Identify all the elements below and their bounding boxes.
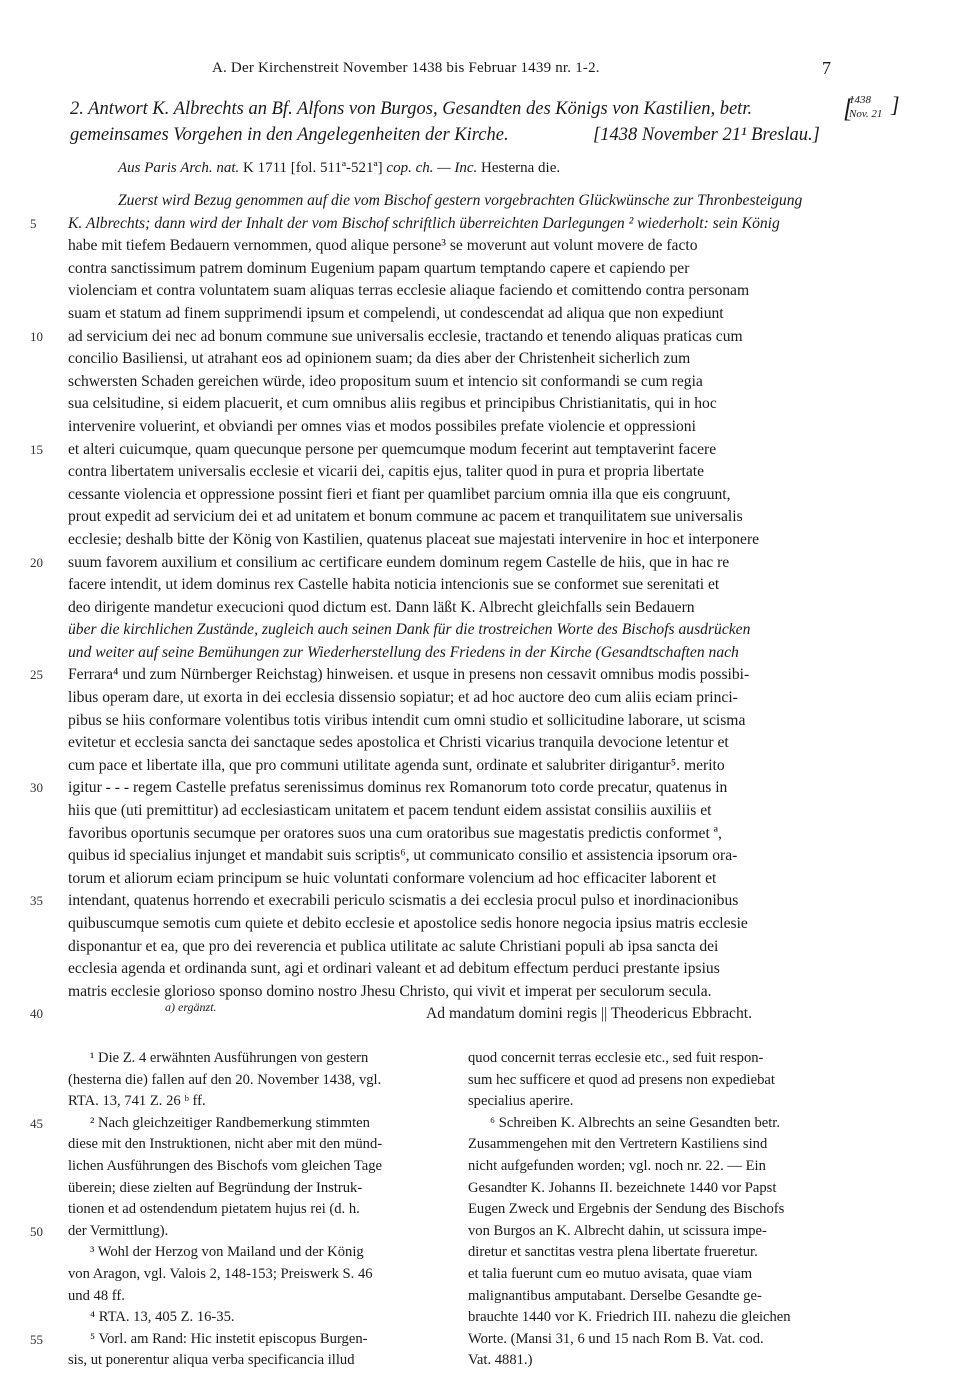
footnote-text: Eugen Zweck und Ergebnis der Sendung des Bischofs (468, 1201, 785, 1218)
footnote-text: tionen et ad ostendendum pietatem hujus rei (d. h. (68, 1201, 360, 1218)
line-text: über die kirchlichen Zustände, zugleich auch seinen Dank für die trostreichen Worte des Bischofs ausdrücken (68, 621, 751, 639)
text-line (0, 845, 960, 868)
heading-line-1: 2. Antwort K. Albrechts an Bf. Alfons von Burgos, Gesandten des Königs von Kastilien, betr. (70, 99, 753, 119)
text-line (0, 619, 960, 642)
document-heading (70, 96, 850, 148)
text-line (0, 1003, 960, 1026)
text-line (0, 664, 960, 687)
page-number: 7 (822, 58, 831, 78)
line-number: 15 (30, 441, 43, 457)
line-text: K. Albrechts; dann wird der Inhalt der vom Bischof schriftlich überreichten Darlegungen ² wiederholt: sein König (68, 214, 780, 232)
footnote-line (468, 1113, 858, 1135)
footnote-line (68, 1156, 458, 1178)
footnote-line (468, 1307, 858, 1329)
line-text: intendant, quatenus horrendo et execrabili periculo scismatis a dei ecclesia procul pulso et inordinacionibus (68, 892, 739, 910)
footnote-line (30, 1113, 458, 1135)
text-line (0, 777, 960, 800)
line-text: deo dirigente mandetur execucioni quod dictum est. Dann läßt K. Albrecht gleichfalls sein Bedauern (68, 598, 695, 616)
line-text: ecclesie; deshalb bitte der König von Kastilien, quatenus placeat sue majestati intervenire in hoc et interponere (68, 530, 760, 548)
text-line (0, 326, 960, 349)
line-text: suum favorem auxilium et consilium ac certificare eundem dominum regem Castelle de hiis, que in hac re (68, 553, 730, 571)
footnote-line (468, 1199, 858, 1221)
footnote-text: Gesandter K. Johanns II. bezeichnete 1440 vor Papst (468, 1179, 777, 1196)
line-number: 10 (30, 328, 43, 344)
text-line (0, 280, 960, 303)
line-text: Zuerst wird Bezug genommen auf die vom Bischof gestern vorgebrachten Glückwünsche zur Thronbesteigung (118, 192, 803, 209)
footnote-text: Worte. (Mansi 31, 6 und 15 nach Rom B. Vat. cod. (468, 1330, 764, 1347)
text-line (0, 687, 960, 710)
text-line (0, 213, 960, 236)
text-line (0, 461, 960, 484)
text-line (0, 506, 960, 529)
text-line (0, 235, 960, 258)
footnote-text: von Aragon, vgl. Valois 2, 148-153; Preiswerk S. 46 (68, 1265, 373, 1282)
text-line (0, 755, 960, 778)
footnote-text: malignantibus amputabant. Derselbe Gesandte ge- (468, 1287, 762, 1304)
footnote-line (468, 1221, 858, 1243)
footnote-line (68, 1048, 458, 1070)
line-text: ad servicium dei nec ad bonum commune sue universalis ecclesie, tractando et tenendo aliquas praticas cum (68, 327, 743, 345)
line-text: Ad mandatum domini regis || Theodericus Ebbracht. (426, 1005, 752, 1023)
text-line (0, 710, 960, 733)
line-text: pibus se hiis conformare volentibus totis viribus intendit cum omni studio et sollicitudine laborare, ut scisma (68, 711, 746, 729)
line-text: torum et aliorum eciam principum se huic voluntati conformare volencium ad hoc efficaciter laborent et (68, 869, 717, 887)
footnotes-left-column (30, 1048, 458, 1372)
line-text: concilio Basiliensi, ut atrahant eos ad opinionem suam; da dies aber der Christenheit sicherlich zum (68, 350, 691, 368)
line-text: contra libertatem universalis ecclesie et vicarii dei, capitis ejus, taliter quod in pura et propria libertate (68, 463, 705, 481)
footnote-text: ¹ Die Z. 4 erwähnten Ausführungen von gestern (90, 1050, 369, 1066)
text-line (0, 958, 960, 981)
apparatus-note: a) ergänzt. (165, 1000, 217, 1014)
footnote-text: lichen Ausführungen des Bischofs vom gleichen Tage (68, 1157, 383, 1174)
text-line (0, 981, 960, 1004)
footnote-line (468, 1134, 858, 1156)
line-text: violenciam et contra voluntatem suam aliquas terras ecclesie aliaque faciendo et comittendo contra personam (68, 282, 750, 300)
footnote-text: diese mit den Instruktionen, nicht aber mit den münd- (68, 1136, 383, 1153)
footnote-line (68, 1070, 458, 1092)
footnote-text: (hesterna die) fallen auf den 20. November 1438, vgl. (68, 1071, 382, 1088)
footnote-text: brauchte 1440 vor K. Friedrich III. nahezu die gleichen (468, 1309, 791, 1326)
line-text: cessante violencia et oppressione possint fieri et fiant per quamlibet parcium omnia illa que eis congruunt, (68, 485, 731, 503)
footnote-text: von Burgos an K. Albrecht dahin, ut scissura impe- (468, 1222, 767, 1239)
source-line (118, 160, 560, 177)
footnote-text: quod concernit terras ecclesie etc., sed fuit respon- (468, 1050, 764, 1066)
line-text: cum pace et libertate illa, que pro communi utilitate agenda sunt, ordinate et salubriter dirigantur⁵. merito (68, 756, 725, 774)
source-ref: K 1711 [fol. 511ª-521ª] (243, 160, 383, 176)
footnote-line (468, 1242, 858, 1264)
footnote-text: der Vermittlung). (68, 1222, 169, 1239)
footnote-text: ⁵ Vorl. am Rand: Hic instetit episcopus Burgen- (90, 1330, 368, 1347)
footnote-text: diretur et sanctitas vestra plena libertate frueretur. (468, 1244, 758, 1261)
footnote-line (468, 1048, 858, 1070)
line-number: 30 (30, 780, 43, 796)
footnote-text: sis, ut ponerentur aliqua verba specificancia illud (68, 1352, 355, 1369)
line-number: 50 (30, 1223, 43, 1239)
line-text: sua celsitudine, si eidem placuerit, et cum omnibus aliis regibus et principibus Christianitatis, qui in hoc (68, 395, 717, 413)
footnote-line (468, 1264, 858, 1286)
footnote-line (68, 1134, 458, 1156)
source-prefix: Aus Paris Arch. nat. (118, 160, 240, 176)
line-number: 35 (30, 893, 43, 909)
footnote-text: ⁶ Schreiben K. Albrechts an seine Gesandten betr. (490, 1114, 780, 1131)
text-line (0, 303, 960, 326)
text-line (0, 574, 960, 597)
line-text: favoribus oportunis secumque per oratores suos una cum oratoribus sue magestatis predictis conformet ª, (68, 824, 722, 842)
line-number: 25 (30, 667, 43, 683)
footnote-text: und 48 ff. (68, 1287, 125, 1304)
text-line (0, 597, 960, 620)
line-number: 40 (30, 1006, 43, 1022)
line-text: ecclesia agenda et ordinanda sunt, agi et ordinari valeant et ad debitum effectum perduci prestante ipsius (68, 960, 720, 978)
text-line (0, 484, 960, 507)
text-line (0, 190, 960, 213)
line-text: Ferrara⁴ und zum Nürnberger Reichstag) hinweisen. et usque in presens non cessavit omnibus modis possibi- (68, 666, 750, 684)
text-line (0, 913, 960, 936)
line-text: et alteri cuicumque, quam quecunque persone per quemcumque modum fecerint aut temptaverint facere (68, 440, 717, 458)
line-text: facere intendit, ut idem dominus rex Castelle habita noticia intencionis sue se conformet sue serenitati et (68, 576, 720, 594)
footnote-line (468, 1329, 858, 1351)
source-incipit: Hesterna die. (480, 160, 561, 176)
heading-subject: gemeinsames Vorgehen in den Angelegenheiten der Kirche. (70, 125, 509, 145)
footnote-line (468, 1091, 858, 1113)
footnote-text: Vat. 4881.) (468, 1352, 533, 1369)
line-number: 45 (30, 1115, 43, 1131)
line-text: disponantur et ea, que pro dei reverencia et publica utilitate ac salute Christiani populi ab ipsa sancta dei (68, 937, 719, 955)
text-line (0, 890, 960, 913)
text-line (0, 552, 960, 575)
text-line (0, 868, 960, 891)
footnote-line (68, 1091, 458, 1113)
line-number: 20 (30, 554, 43, 570)
footnotes-right-column (468, 1048, 858, 1372)
line-text: contra sanctissimum patrem dominum Eugenium papam quartum temptando capere et capiendo per (68, 259, 690, 277)
text-line (0, 732, 960, 755)
footnote-text: nicht aufgefunden worden; vgl. noch nr. 22. — Ein (468, 1157, 766, 1174)
footnote-line (468, 1286, 858, 1308)
text-line (0, 529, 960, 552)
text-line (0, 416, 960, 439)
text-line (0, 936, 960, 959)
margin-bracket: [ (843, 94, 854, 123)
footnote-line (468, 1178, 858, 1200)
line-text: libus operam dare, ut exorta in dei ecclesia dissensio sopiatur; et ad hoc auctore deo cum aliis eciam princi- (68, 689, 738, 707)
text-line (0, 823, 960, 846)
line-text: schwersten Schaden gereichen würde, ideo propositum suum et intencio sit conformandi se cum regia (68, 372, 703, 390)
line-number: 5 (30, 215, 37, 231)
margin-year: 1438 (849, 94, 871, 106)
source-copy: cop. ch. — Inc. (386, 160, 478, 176)
line-text: suam et statum ad finem supprimendi ipsum et compelendi, ut condescendat ad aliqua que non expediunt (68, 304, 724, 322)
line-text: hiis que (uti premittitur) ad ecclesiasticam unitatem et pacem tendunt eidem assistat consiliis auxiliis et (68, 802, 712, 820)
line-text: prout expedit ad servicium dei et ad unitatem et bonum commune ac pacem et tranquilitatem sue universalis (68, 508, 743, 526)
footnote-line (68, 1242, 458, 1264)
footnote-line (68, 1199, 458, 1221)
margin-close-bracket: ] (891, 92, 900, 117)
footnote-line (30, 1221, 458, 1243)
footnote-line (68, 1350, 458, 1372)
footnote-line (468, 1350, 858, 1372)
footnote-text: Zusammengehen mit den Vertretern Kastiliens sind (468, 1136, 768, 1153)
line-text: evitetur et ecclesia sancta dei sanctaque sedes apostolica et Christi vicarius tranquila devocione letentur et (68, 734, 729, 752)
footnote-text: überein; diese zielten auf Begründung der Instruk- (68, 1179, 363, 1196)
footnote-line (30, 1329, 458, 1351)
text-line (0, 439, 960, 462)
margin-day: Nov. 21 (849, 108, 883, 120)
text-line (0, 642, 960, 665)
line-text: intervenire voluerint, et obviandi per omnes vias et modos possibiles prefate violencie et oppressioni (68, 417, 696, 435)
footnote-text: specialius aperire. (468, 1093, 574, 1110)
line-number: 55 (30, 1331, 43, 1347)
footnote-text: ³ Wohl der Herzog von Mailand und der König (90, 1244, 364, 1261)
footnote-text: RTA. 13, 741 Z. 26 ᵇ ff. (68, 1093, 206, 1110)
text-line (0, 348, 960, 371)
footnote-text: sum hec sufficere et quod ad presens non expediebat (468, 1071, 775, 1088)
text-line (0, 371, 960, 394)
footnote-text: ⁴ RTA. 13, 405 Z. 16-35. (90, 1309, 235, 1326)
heading-date: [1438 November 21¹ Breslau.] (593, 125, 820, 145)
footnote-line (68, 1286, 458, 1308)
line-text: matris ecclesie glorioso sponso domino nostro Jhesu Christo, qui vivit et imperat per seculorum secula. (68, 982, 712, 1000)
running-head-title: A. Der Kirchenstreit November 1438 bis Februar 1439 nr. 1-2. (212, 60, 600, 76)
footnote-line (68, 1264, 458, 1286)
line-text: habe mit tiefem Bedauern vernommen, quod alique persone³ se moverunt aut volunt movere de facto (68, 237, 698, 255)
text-line (0, 393, 960, 416)
footnote-line (468, 1070, 858, 1092)
footnote-line (468, 1156, 858, 1178)
line-text: quibus id specialius injunget et mandabit suis scriptis⁶, ut communicato consilio et assistencia ipsorum ora- (68, 847, 738, 865)
line-text: quibuscumque semotis cum quiete et debito ecclesie et apostolice sedis honore negocia ipsius matris ecclesie (68, 915, 748, 932)
running-head (0, 60, 960, 84)
footnote-line (68, 1178, 458, 1200)
text-line (0, 800, 960, 823)
main-text (0, 190, 960, 1026)
footnote-text: et talia fuerunt cum eo mutuo avisata, quae viam (468, 1265, 753, 1282)
footnote-text: ² Nach gleichzeitiger Randbemerkung stimmten (90, 1114, 370, 1131)
line-text: igitur - - - regem Castelle prefatus serenissimus dominus rex Romanorum toto corde precatur, quatenus in (68, 779, 728, 797)
text-line (0, 258, 960, 281)
heading-line-2 (70, 122, 850, 148)
footnote-line (68, 1307, 458, 1329)
line-text: und weiter auf seine Bemühungen zur Wiederherstellung des Friedens in der Kirche (Gesandtschaften nach (68, 643, 739, 661)
